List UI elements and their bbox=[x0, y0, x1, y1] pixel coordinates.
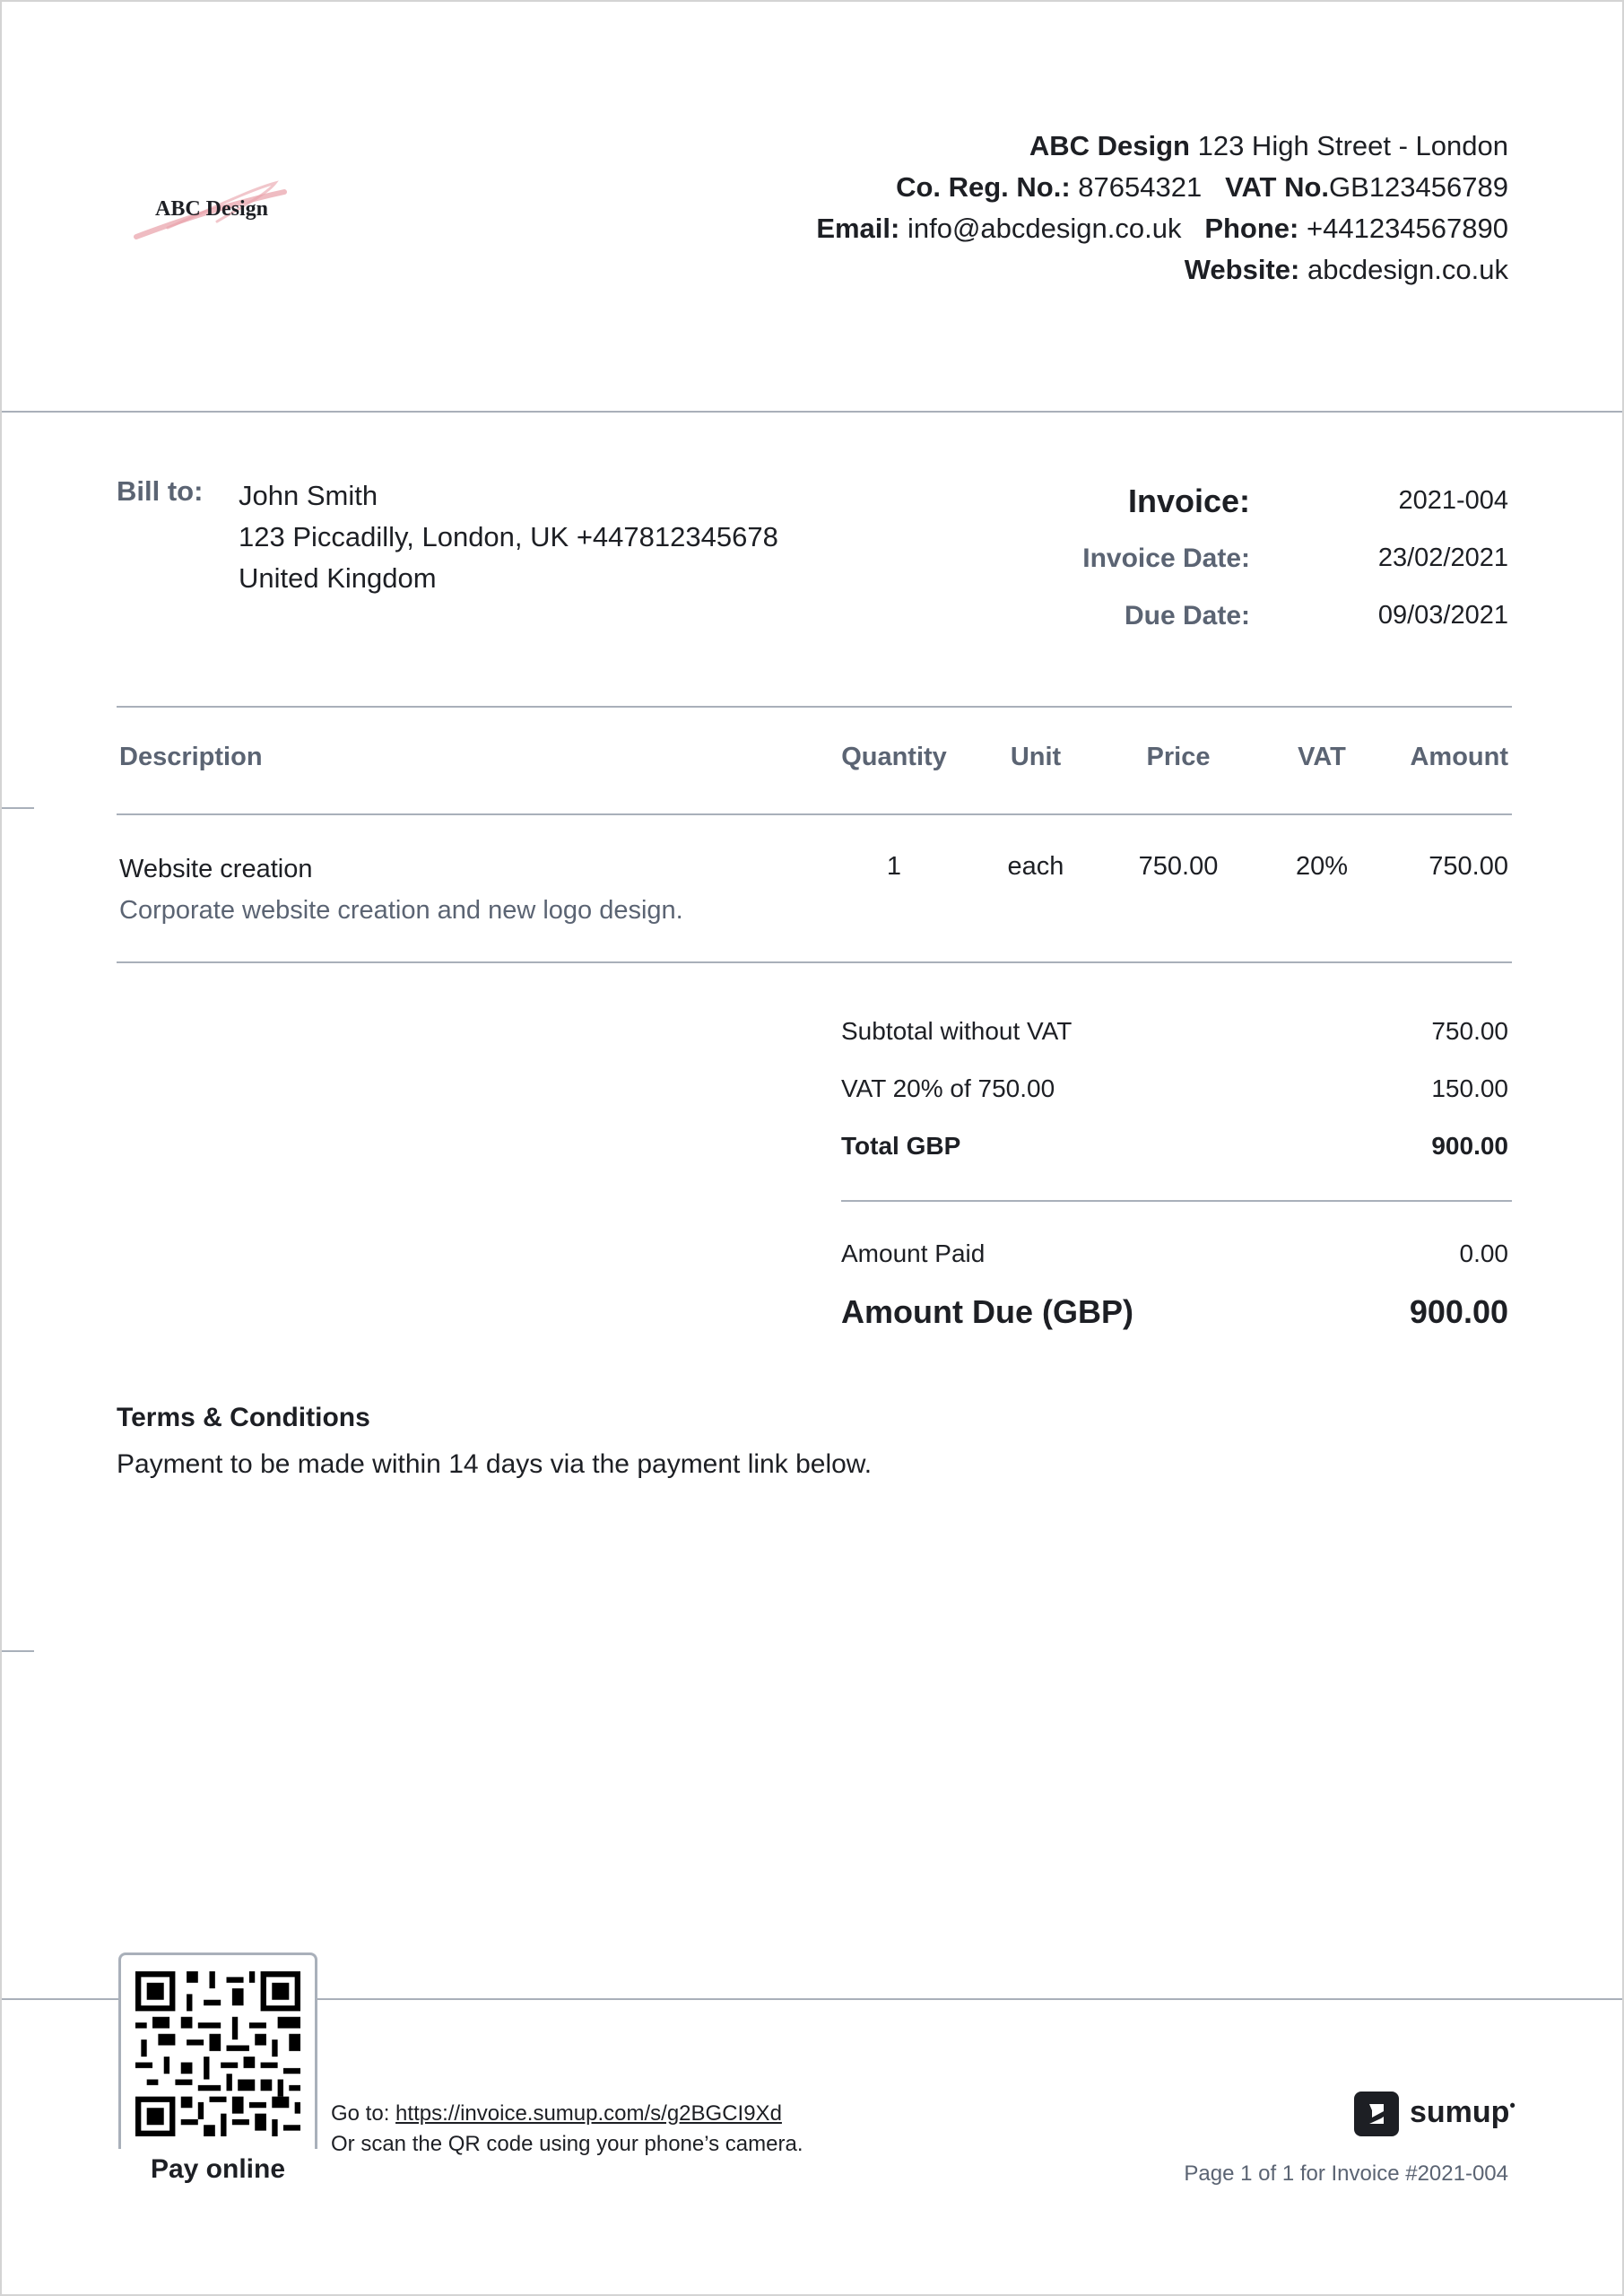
table-row bbox=[119, 848, 837, 931]
due-date: 09/03/2021 bbox=[1377, 601, 1508, 630]
company-address: 123 High Street - London bbox=[1197, 130, 1508, 161]
payment-link[interactable]: https://invoice.sumup.com/s/g2BGCI9Xd bbox=[395, 2101, 782, 2126]
table-top-rule bbox=[117, 706, 1512, 708]
row-unit: each bbox=[1007, 852, 1064, 881]
bill-to-label: Bill to: bbox=[117, 475, 204, 507]
vat-label: VAT No. bbox=[1225, 171, 1330, 203]
company-website-line bbox=[816, 249, 1508, 291]
header-divider bbox=[2, 411, 1622, 413]
col-amount-header: Amount bbox=[1410, 743, 1508, 771]
amount-paid-label: Amount Paid bbox=[841, 1239, 986, 1267]
row-description: Website creation bbox=[119, 855, 313, 883]
col-quantity-header: Quantity bbox=[841, 743, 947, 771]
company-reg-line bbox=[816, 167, 1508, 208]
invoice-date: 23/02/2021 bbox=[1377, 544, 1508, 572]
terms-heading: Terms & Conditions bbox=[117, 1403, 370, 1432]
payment-instructions bbox=[331, 2099, 803, 2160]
reg-label: Co. Reg. No.: bbox=[896, 171, 1071, 203]
logo-text: ABC Design bbox=[155, 197, 269, 221]
invoice-number: 2021-004 bbox=[1398, 486, 1508, 515]
bill-to-address: 123 Piccadilly, London, UK +447812345678 bbox=[239, 521, 778, 552]
pay-online-label: Pay online bbox=[150, 2154, 286, 2184]
table-header-rule bbox=[117, 813, 1512, 815]
company-name: ABC Design bbox=[1029, 130, 1190, 161]
email-label: Email: bbox=[816, 213, 900, 244]
phone-label: Phone: bbox=[1204, 213, 1299, 244]
bill-to-name: John Smith bbox=[239, 480, 378, 511]
website-label: Website: bbox=[1184, 254, 1300, 285]
sumup-logo-text: sumup bbox=[1410, 2095, 1510, 2129]
terms-text: Payment to be made within 14 days via the payment link below. bbox=[117, 1449, 873, 1479]
page-info: Page 1 of 1 for Invoice #2021-004 bbox=[1184, 2161, 1508, 2186]
qr-code-icon[interactable] bbox=[135, 1971, 300, 2136]
col-description-header: Description bbox=[119, 743, 263, 771]
col-unit-header: Unit bbox=[1010, 743, 1062, 771]
invoice-date-label: Invoice Date: bbox=[1082, 544, 1250, 573]
sumup-logo-icon bbox=[1354, 2092, 1399, 2136]
scan-instructions: Or scan the QR code using your phone’s camera. bbox=[331, 2132, 803, 2156]
row-amount: 750.00 bbox=[1429, 852, 1508, 881]
col-price-header: Price bbox=[1146, 743, 1211, 771]
website-value[interactable]: abcdesign.co.uk bbox=[1307, 254, 1508, 285]
bill-to-country: United Kingdom bbox=[239, 562, 437, 594]
vat-total-value: 150.00 bbox=[1431, 1074, 1508, 1102]
email-value[interactable]: info@abcdesign.co.uk bbox=[907, 213, 1182, 244]
subtotal-value: 750.00 bbox=[1431, 1017, 1508, 1045]
row-price: 750.00 bbox=[1138, 852, 1219, 881]
row-quantity: 1 bbox=[886, 852, 902, 881]
qr-code[interactable] bbox=[118, 1952, 317, 2149]
bill-to-block bbox=[239, 475, 778, 599]
totals-rule bbox=[841, 1200, 1512, 1202]
phone-value: +441234567890 bbox=[1307, 213, 1508, 244]
row-vat: 20% bbox=[1295, 852, 1349, 881]
amount-paid-value: 0.00 bbox=[1459, 1239, 1508, 1267]
row-detail: Corporate website creation and new logo design. bbox=[119, 896, 683, 925]
company-name-line bbox=[816, 126, 1508, 167]
goto-prefix: Go to: bbox=[331, 2101, 396, 2126]
vat-total-label: VAT 20% of 750.00 bbox=[841, 1074, 1055, 1102]
fold-mark bbox=[2, 1650, 34, 1652]
total-value: 900.00 bbox=[1431, 1132, 1508, 1160]
company-contact-line bbox=[816, 208, 1508, 249]
table-bottom-rule bbox=[117, 961, 1512, 963]
amount-due-value: 900.00 bbox=[1409, 1293, 1508, 1330]
sumup-logo-dot: • bbox=[1509, 2096, 1515, 2115]
col-vat-header: VAT bbox=[1298, 743, 1346, 771]
vat-value: GB123456789 bbox=[1329, 171, 1508, 203]
due-date-label: Due Date: bbox=[1124, 601, 1250, 631]
total-label: Total GBP bbox=[841, 1132, 961, 1160]
amount-due-label: Amount Due (GBP) bbox=[841, 1293, 1133, 1330]
subtotal-label: Subtotal without VAT bbox=[841, 1017, 1073, 1045]
fold-mark bbox=[2, 807, 34, 809]
invoice-number-label: Invoice: bbox=[1127, 483, 1250, 519]
company-info bbox=[816, 126, 1508, 291]
company-logo bbox=[132, 172, 293, 253]
reg-value: 87654321 bbox=[1078, 171, 1203, 203]
sumup-logo bbox=[1354, 2092, 1515, 2136]
